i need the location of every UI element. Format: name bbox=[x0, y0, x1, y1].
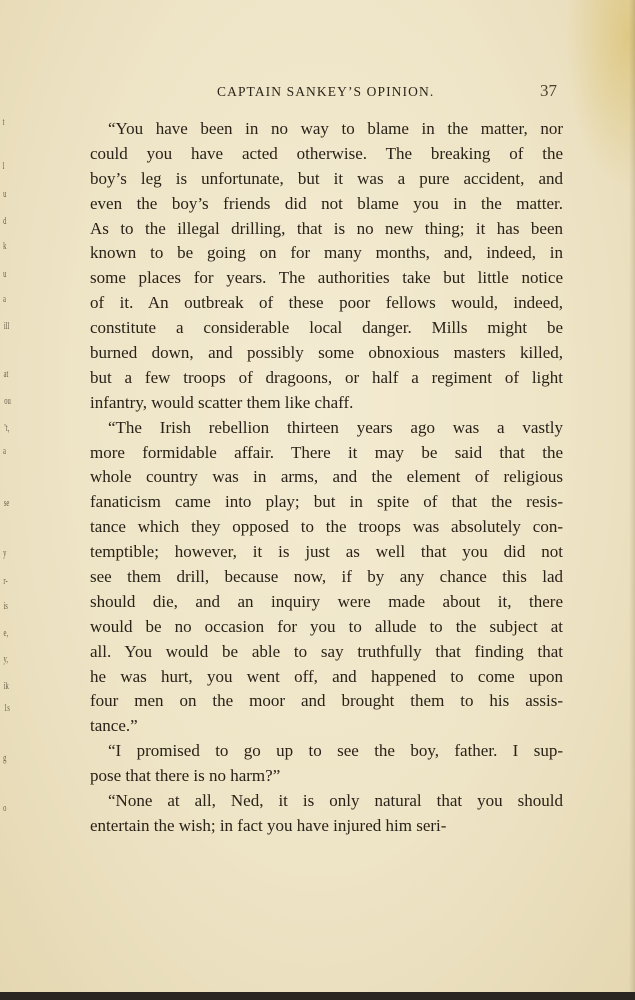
bleed-char: l bbox=[2, 160, 5, 172]
text-line: “You have been in no way to blame in the matter, nor bbox=[108, 119, 563, 138]
bleed-char: ’t, bbox=[3, 422, 10, 434]
bleed-char: g bbox=[3, 752, 7, 764]
text-line: four men on the moor and brought them to his assis- bbox=[90, 691, 563, 711]
bleed-char: y, bbox=[3, 653, 9, 665]
scan-bottom-edge bbox=[0, 992, 635, 1000]
bleed-char: se bbox=[3, 497, 10, 509]
bleed-char: t bbox=[2, 116, 5, 128]
text-line: all. You would be able to say truthfully that finding that bbox=[90, 641, 563, 661]
text-line: burned down, and possibly some obnoxious masters killed, bbox=[90, 343, 563, 363]
text-line: even the boy’s friends did not blame you in the matter. bbox=[90, 193, 563, 213]
paragraph bbox=[90, 789, 563, 839]
text-line: see them drill, because now, if by any chance this lad bbox=[90, 567, 563, 587]
bleed-char: a bbox=[2, 445, 6, 457]
text-line: As to the illegal drilling, that is no new thing; it has been bbox=[90, 218, 563, 238]
text-line: fanaticism came into play; but in spite of that the resis- bbox=[90, 492, 563, 512]
paragraph bbox=[90, 117, 563, 416]
bleed-char: o bbox=[3, 802, 7, 814]
text-line: known to be going on for many months, and, indeed, in bbox=[90, 243, 563, 263]
bleed-char: 1s bbox=[3, 702, 10, 714]
text-line: more formidable affair. There it may be said that the bbox=[90, 442, 563, 462]
text-line: should die, and an inquiry were made about it, there bbox=[90, 591, 563, 611]
bleed-char: ou bbox=[4, 395, 11, 407]
text-line: tance which they opposed to the troops was absolutely con- bbox=[90, 517, 563, 537]
body-text bbox=[90, 117, 563, 839]
text-line: whole country was in arms, and the element of religious bbox=[90, 467, 563, 487]
bleed-char: d bbox=[3, 215, 7, 227]
bleed-char: u bbox=[3, 268, 7, 280]
text-line: temptible; however, it is just as well that you did not bbox=[90, 542, 563, 562]
text-line: but a few troops of dragoons, or half a regiment of light bbox=[90, 367, 563, 387]
bleed-char: u bbox=[3, 188, 7, 200]
bleed-char: at bbox=[3, 368, 9, 380]
text-line: tance.” bbox=[90, 716, 138, 736]
paragraph bbox=[90, 416, 563, 740]
page-number: 37 bbox=[540, 81, 557, 100]
bleed-char: a bbox=[2, 293, 6, 305]
text-line: pose that there is no harm?” bbox=[90, 766, 281, 786]
text-line: boy’s leg is unfortunate, but it was a pure accident, and bbox=[90, 168, 563, 188]
bleed-char: is bbox=[3, 600, 8, 612]
text-line: he was hurt, you went off, and happened to come upon bbox=[90, 666, 563, 686]
bleed-char: e, bbox=[3, 627, 9, 639]
running-head: CAPTAIN SANKEY’S OPINION. bbox=[217, 84, 435, 99]
paragraph bbox=[90, 739, 563, 789]
bleed-char: ill bbox=[3, 320, 10, 332]
margin-bleed-through bbox=[0, 0, 22, 1000]
bleed-char: y bbox=[3, 547, 7, 559]
text-line: some places for years. The authorities take but little notice bbox=[90, 268, 563, 288]
text-line: could you have acted otherwise. The breaking of the bbox=[90, 143, 563, 163]
text-line: “I promised to go up to see the boy, father. I sup- bbox=[108, 741, 563, 761]
text-line: would be no occasion for you to allude to the subject at bbox=[90, 616, 563, 636]
page-header bbox=[0, 81, 635, 104]
text-line: “None at all, Ned, it is only natural that you should bbox=[108, 791, 563, 811]
text-line: infantry, would scatter them like chaff. bbox=[90, 392, 354, 412]
page-edge-shadow bbox=[629, 0, 635, 1000]
bleed-char: k bbox=[3, 240, 7, 252]
text-line: “The Irish rebellion thirteen years ago was a vastly bbox=[108, 417, 563, 437]
text-line: entertain the wish; in fact you have injured him seri- bbox=[90, 815, 447, 835]
bleed-char: ik bbox=[3, 680, 9, 692]
bleed-char: r- bbox=[3, 575, 8, 587]
text-line: of it. An outbreak of these poor fellows would, indeed, bbox=[90, 293, 563, 313]
text-line: constitute a considerable local danger. Mills might be bbox=[90, 318, 563, 338]
